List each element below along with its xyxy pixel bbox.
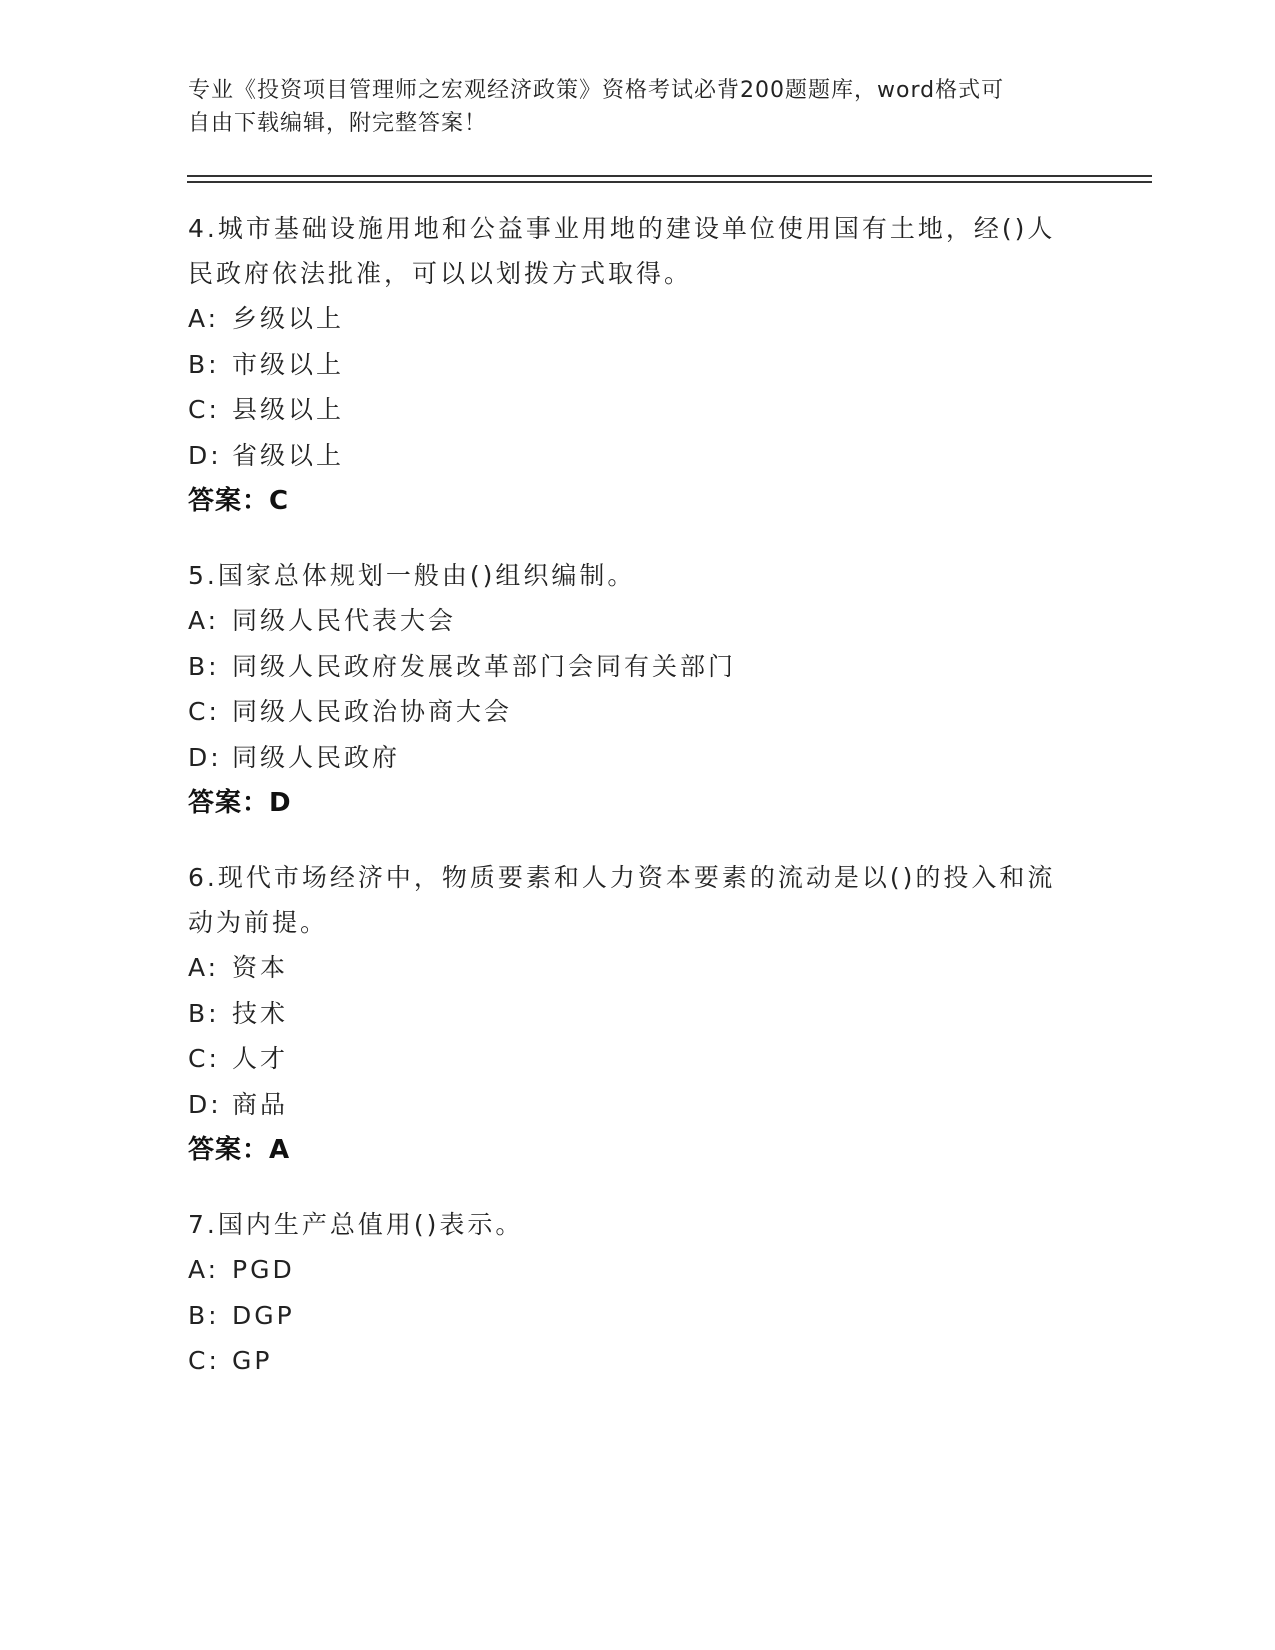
option-b — [188, 991, 1078, 1037]
header-line-2: 自由下载编辑，附完整答案！ — [188, 111, 488, 136]
header-divider-bottom — [187, 181, 1152, 183]
option-text: 同级人民政府发展改革部门会同有关部门 — [232, 651, 737, 681]
option-key: A: — [188, 606, 220, 635]
option-key: B: — [188, 651, 220, 681]
document-header — [188, 74, 1068, 140]
question-4 — [188, 206, 1078, 524]
question-6 — [188, 855, 1078, 1173]
option-text: 同级人民政府 — [232, 742, 401, 772]
option-key: A: — [188, 953, 220, 982]
option-a — [188, 598, 1078, 644]
option-text: 同级人民政治协商大会 — [232, 697, 513, 726]
question-stem: 6.现代市场经济中，物质要素和人力资本要素的流动是以()的投入和流动为前提。 — [188, 863, 1056, 937]
question-list — [188, 206, 1078, 1413]
option-b — [188, 342, 1078, 388]
option-text: 人才 — [232, 1044, 289, 1073]
answer-label: 答案：C — [188, 486, 290, 516]
option-d — [188, 735, 1078, 781]
option-key: D: — [188, 440, 222, 470]
option-text: GP — [232, 1346, 273, 1375]
question-5 — [188, 553, 1078, 826]
option-key: C: — [188, 1044, 220, 1073]
option-text: PGD — [232, 1255, 295, 1284]
question-7 — [188, 1202, 1078, 1384]
option-text: 乡级以上 — [232, 304, 345, 333]
option-key: B: — [188, 1300, 220, 1330]
option-text: 同级人民代表大会 — [232, 606, 457, 635]
option-d — [188, 433, 1078, 479]
option-a — [188, 945, 1078, 991]
option-text: 县级以上 — [232, 395, 345, 424]
option-text: 技术 — [232, 998, 289, 1028]
option-text: 市级以上 — [232, 349, 345, 379]
header-line-1: 专业《投资项目管理师之宏观经济政策》资格考试必背200题题库，word格式可 — [188, 78, 1005, 103]
option-c — [188, 1036, 1078, 1082]
question-stem: 7.国内生产总值用()表示。 — [188, 1210, 524, 1239]
option-c — [188, 387, 1078, 433]
option-key: B: — [188, 349, 220, 379]
option-text: 资本 — [232, 953, 289, 982]
option-key: C: — [188, 395, 220, 424]
option-a — [188, 296, 1078, 342]
answer-label: 答案：D — [188, 788, 292, 818]
option-d — [188, 1082, 1078, 1128]
option-key: C: — [188, 1346, 220, 1375]
option-c — [188, 1338, 1078, 1384]
option-text: DGP — [232, 1300, 295, 1330]
option-text: 省级以上 — [232, 440, 345, 470]
option-key: B: — [188, 998, 220, 1028]
question-stem: 4.城市基础设施用地和公益事业用地的建设单位使用国有土地，经()人民政府依法批准，可以以划拨方式取得。 — [188, 214, 1056, 288]
option-key: A: — [188, 1255, 220, 1284]
option-a — [188, 1247, 1078, 1293]
question-stem: 5.国家总体规划一般由()组织编制。 — [188, 561, 636, 590]
option-b — [188, 644, 1078, 690]
header-divider-top — [187, 175, 1152, 177]
option-b — [188, 1293, 1078, 1339]
option-key: D: — [188, 1089, 222, 1119]
answer-label: 答案：A — [188, 1135, 291, 1165]
option-key: D: — [188, 742, 222, 772]
option-text: 商品 — [232, 1089, 289, 1119]
option-c — [188, 689, 1078, 735]
option-key: A: — [188, 304, 220, 333]
option-key: C: — [188, 697, 220, 726]
